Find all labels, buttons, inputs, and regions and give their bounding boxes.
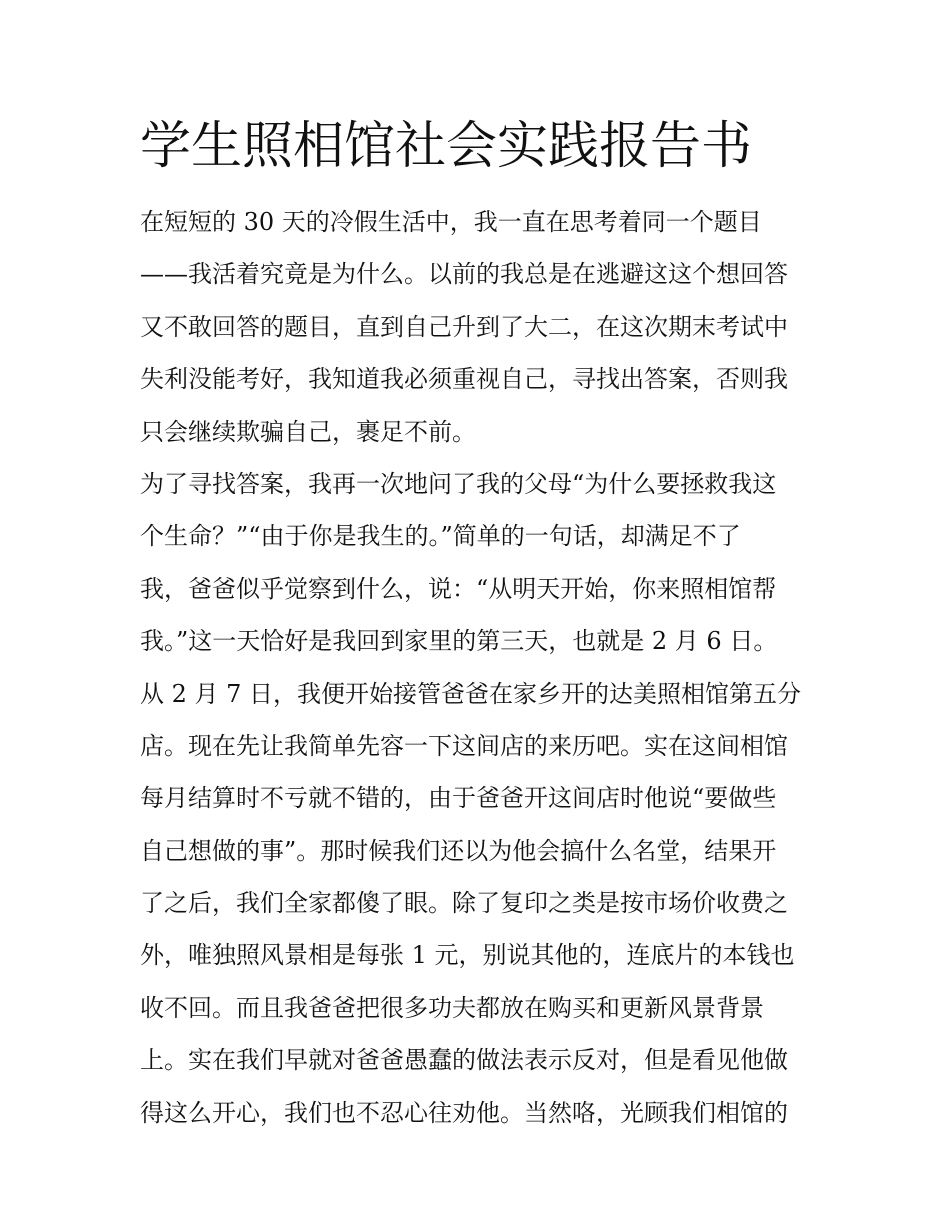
text-line: ——我活着究竟是为什么。以前的我总是在逃避这这个想回答	[140, 260, 788, 289]
text-line: 外，唯独照风景相是每张 1 元，别说其他的，连底片的本钱也	[140, 941, 795, 970]
text-line: 每月结算时不亏就不错的，由于爸爸开这间店时他说“要做些	[140, 784, 777, 813]
text-line: 又不敢回答的题目，直到自己升到了大二，在这次期末考试中	[140, 312, 788, 341]
text-line: 上。实在我们早就对爸爸愚蠢的做法表示反对，但是看见他做	[140, 1046, 788, 1075]
text-line: 失利没能考好，我知道我必须重视自己，寻找出答案，否则我	[140, 365, 788, 394]
text-line: 店。现在先让我简单先容一下这间店的来历吧。实在这间相馆	[140, 731, 788, 760]
page-title: 学生照相馆社会实践报告书	[140, 117, 753, 176]
text-line: 我，爸爸似乎觉察到什么，说：“从明天开始，你来照相馆帮	[140, 574, 777, 603]
text-line: 为了寻找答案，我再一次地问了我的父母“为什么要拯救我这	[140, 469, 777, 498]
text-line: 了之后，我们全家都傻了眼。除了复印之类是按市场价收费之	[140, 889, 788, 918]
text-line: 我。”这一天恰好是我回到家里的第三天，也就是 2 月 6 日。	[140, 627, 778, 656]
text-line: 收不回。而且我爸爸把很多功夫都放在购买和更新风景背景	[140, 993, 764, 1022]
text-line: 得这么开心，我们也不忍心往劝他。当然咯，光顾我们相馆的	[140, 1098, 788, 1127]
text-line: 在短短的 30 天的冷假生活中，我一直在思考着同一个题目	[140, 208, 762, 236]
text-line: 个生命？”“由于你是我生的。”简单的一句话，却满足不了	[140, 522, 741, 551]
text-line: 自己想做的事”。那时候我们还以为他会搞什么名堂，结果开	[140, 836, 777, 865]
text-line: 只会继续欺骗自己，裹足不前。	[140, 417, 476, 446]
text-line: 从 2 月 7 日，我便开始接管爸爸在家乡开的达美照相馆第五分	[140, 679, 802, 708]
body-text	[140, 196, 830, 1139]
